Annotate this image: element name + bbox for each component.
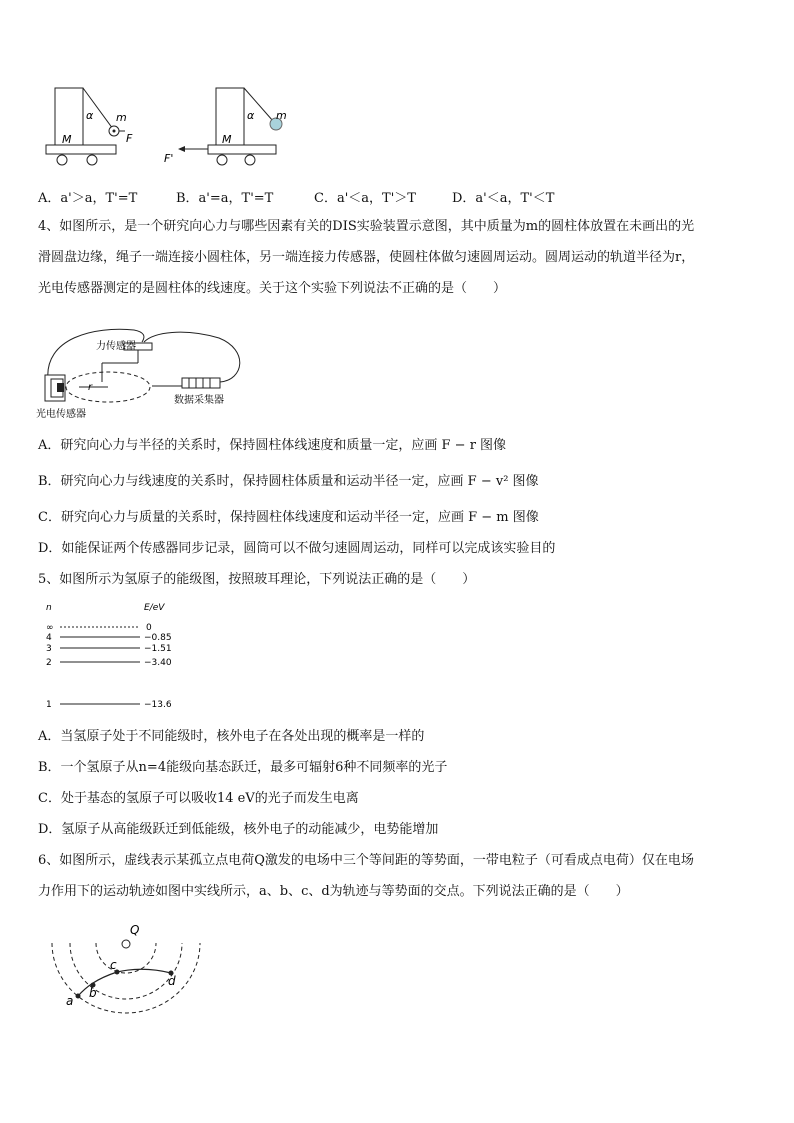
q3-option-a: A．a'＞a，T'=T <box>38 191 138 206</box>
level-e-2: −3.40 <box>144 658 172 668</box>
q5-option-c: C．处于基态的氢原子可以吸收14 eV的光子而发生电离 <box>38 791 359 806</box>
q6-stem-line-2: 力作用下的运动轨迹如图中实线所示，a、b、c、d为轨迹与等势面的交点。下列说法正确的是（ ） <box>38 884 629 899</box>
q5-option-b: B．一个氢原子从n=4能级向基态跃迁，最多可辐射6种不同频率的光子 <box>38 760 448 775</box>
mass-m-label: m <box>116 111 127 124</box>
alpha-label: α <box>247 109 255 122</box>
q4-stem-line-1: 4、如图所示，是一个研究向心力与哪些因素有关的DIS实验装置示意图，其中质量为m的圆柱体放置在未画出的光 <box>38 219 695 234</box>
force-sensor-label: 力传感器 <box>96 341 136 352</box>
level-e-4: −0.85 <box>144 633 172 643</box>
mass-M-label: M <box>62 133 72 146</box>
q5-energy-level-diagram <box>40 600 190 715</box>
q3-option-c: C．a'＜a，T'＞T <box>314 191 416 206</box>
q5-stem: 5、如图所示为氢原子的能级图，按照玻耳理论，下列说法正确的是（ ） <box>38 572 476 587</box>
level-e-inf: 0 <box>146 623 152 633</box>
level-e-1: −13.6 <box>144 700 172 710</box>
n-axis-label: n <box>46 603 52 613</box>
charge-Q-label: Q <box>130 923 140 937</box>
radius-r-label: r <box>88 382 93 393</box>
force-F-prime-label: F' <box>164 152 174 165</box>
q4-option-c: C．研究向心力与质量的关系时，保持圆柱体线速度和运动半径一定，应画 F − m 图像 <box>38 510 539 525</box>
energy-axis-label: E/eV <box>144 603 165 613</box>
q4-option-a: A．研究向心力与半径的关系时，保持圆柱体线速度和质量一定，应画 F − r 图像 <box>38 438 507 453</box>
q3-option-b: B．a'=a，T'=T <box>176 191 274 206</box>
q6-stem-line-1: 6、如图所示，虚线表示某孤立点电荷Q激发的电场中三个等间距的等势面，一带电粒子（可看成点电荷）仅在电场 <box>38 853 694 868</box>
mass-M-label: M <box>222 133 232 146</box>
q3-figure-right <box>160 82 300 172</box>
photoelectric-sensor-label: 光电传感器 <box>36 409 86 420</box>
q4-dis-apparatus-figure <box>34 318 254 423</box>
point-a-label: a <box>66 994 74 1008</box>
point-b-label: b <box>89 986 97 1000</box>
q4-option-d: D．如能保证两个传感器同步记录，圆筒可以不做匀速圆周运动，同样可以完成该实验目的 <box>38 541 556 556</box>
q3-option-d: D．a'＜a，T'＜T <box>452 191 555 206</box>
level-e-3: −1.51 <box>144 644 172 654</box>
q3-figure-left <box>40 82 160 172</box>
q4-stem-line-3: 光电传感器测定的是圆柱体的线速度。关于这个实验下列说法不正确的是（ ） <box>38 281 507 296</box>
point-d-label: d <box>168 974 176 988</box>
point-c-label: c <box>110 958 117 972</box>
force-F-label: F <box>126 132 133 145</box>
q5-option-a: A．当氢原子处于不同能级时，核外电子在各处出现的概率是一样的 <box>38 729 425 744</box>
q5-option-d: D．氢原子从高能级跃迁到低能级，核外电子的动能减少，电势能增加 <box>38 822 439 837</box>
level-n-inf: ∞ <box>46 623 54 633</box>
level-n-2: 2 <box>46 658 52 668</box>
alpha-label: α <box>86 109 94 122</box>
data-collector-label: 数据采集器 <box>174 395 224 406</box>
q4-stem-line-2: 滑圆盘边缘，绳子一端连接小圆柱体，另一端连接力传感器，使圆柱体做匀速圆周运动。圆周运动的轨道半径为r， <box>38 250 695 265</box>
q4-option-b: B．研究向心力与线速度的关系时，保持圆柱体质量和运动半径一定，应画 F − v² 图像 <box>38 474 539 489</box>
mass-m-label: m <box>276 109 287 122</box>
level-n-4: 4 <box>46 633 52 643</box>
q6-equipotential-figure <box>44 915 244 1015</box>
level-n-3: 3 <box>46 644 52 654</box>
level-n-1: 1 <box>46 700 52 710</box>
